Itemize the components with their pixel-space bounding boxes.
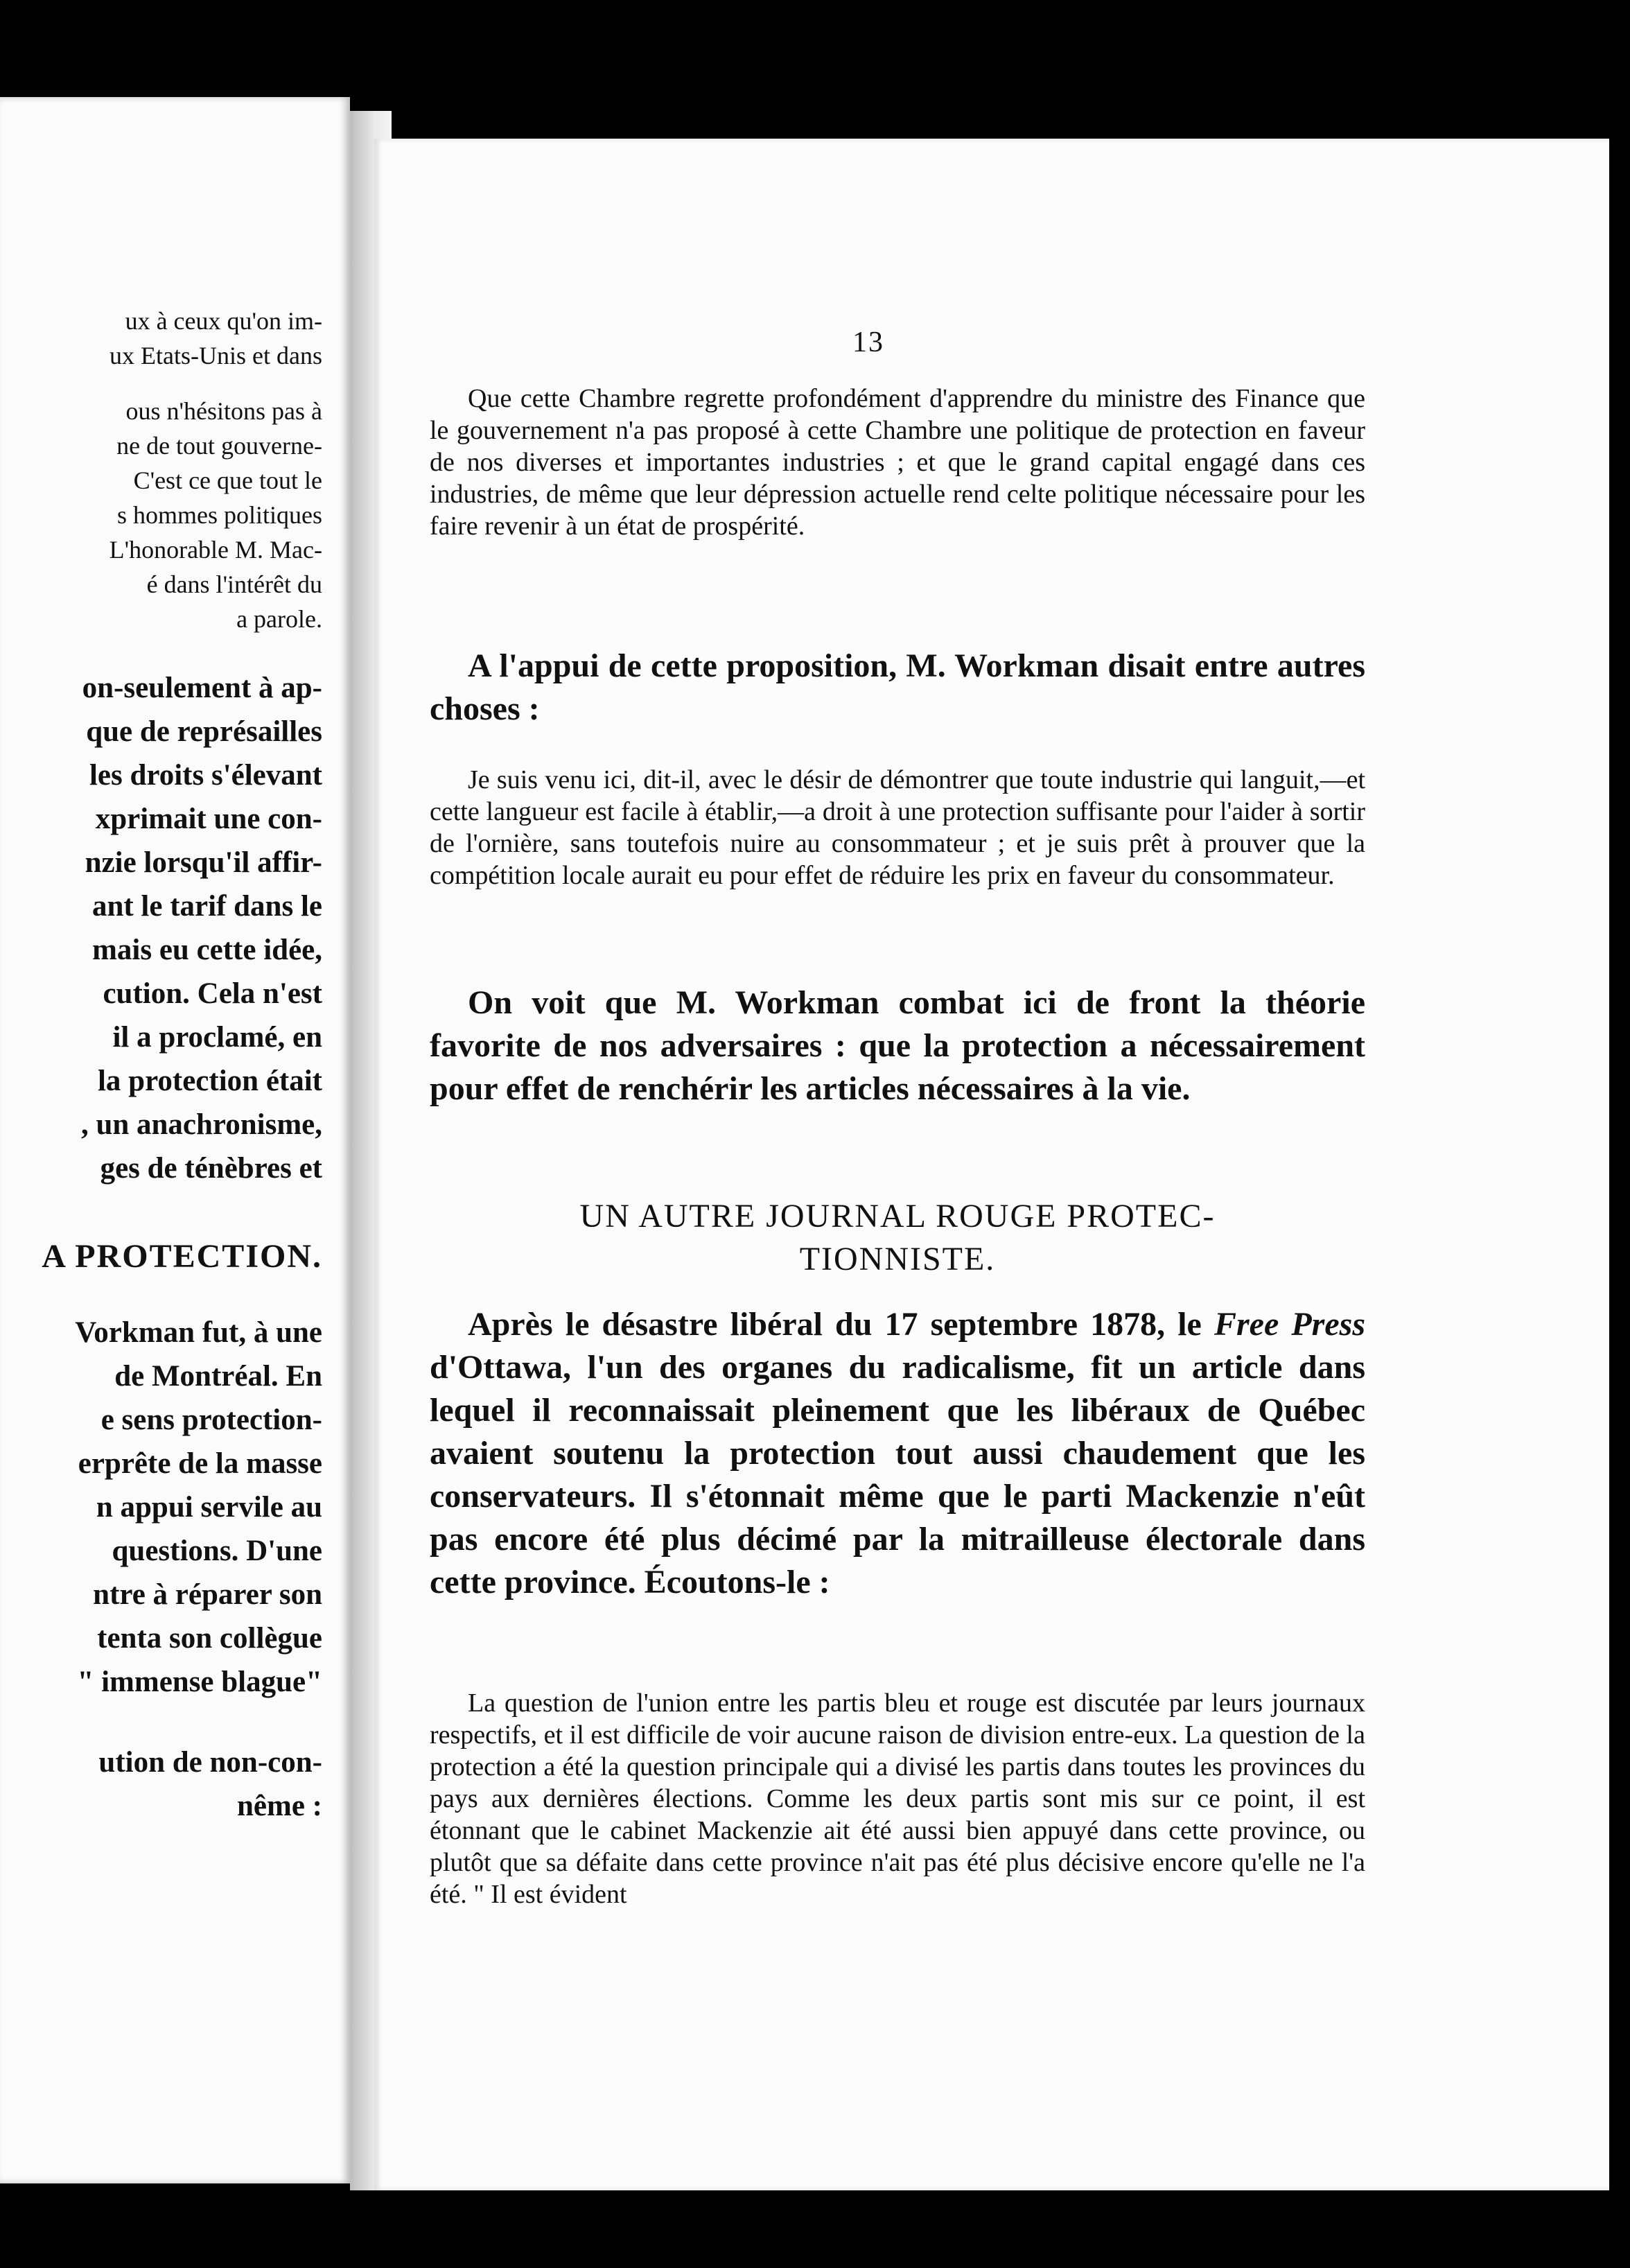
- previous-page-line: ne de tout gouverne-: [116, 432, 322, 460]
- quote-paragraph-2: Je suis venu ici, dit-il, avec le désir de démontrer que toute industrie qui languit,—et cette langueur est facile à établir,—a droit à une protection suffisante pour l'aider à sortir de l'ornière, sans toutefois nuire au consommateur ; et je suis prêt à prouver que la compétition locale aurait eu pour effet de réduire les prix en faveur du consommateur.: [430, 765, 1365, 890]
- previous-page-line: xprimait une con-: [95, 803, 322, 835]
- current-page: [374, 139, 1609, 2190]
- quoted-speech: [430, 764, 1365, 891]
- previous-page-line: de Montréal. En: [114, 1360, 322, 1393]
- page-number: 13: [852, 326, 884, 358]
- previous-page-line: " immense blague": [77, 1666, 322, 1698]
- quote-paragraph-1: Que cette Chambre regrette profondément d'apprendre du ministre des Finance que le gouvernement n'a pas proposé à cette Chambre une politique de protection en faveur de nos diverses et importantes industries ; et que le grand capital engagé dans ces industries, de même que leur dépression actuelle rend celte politique nécessaire pour les faire revenir à un état de prospérité.: [430, 384, 1365, 541]
- previous-page-line: questions. D'une: [112, 1535, 322, 1567]
- paragraph-3: [430, 1303, 1365, 1604]
- paragraph-1: [430, 645, 1365, 731]
- quoted-motion: [430, 383, 1365, 542]
- previous-page-line: ntre à réparer son: [93, 1578, 322, 1611]
- previous-page-line: les droits s'élevant: [89, 759, 322, 792]
- previous-page-line: ant le tarif dans le: [91, 890, 322, 923]
- previous-page-line: ution de non-con-: [98, 1746, 322, 1779]
- previous-page-line: L'honorable M. Mac-: [109, 536, 322, 564]
- section-heading-line-2: TIONNISTE.: [799, 1241, 996, 1277]
- previous-page-line: cution. Cela n'est: [103, 977, 322, 1010]
- previous-page-line: , un anachronisme,: [80, 1108, 322, 1141]
- previous-page-line: A PROTECTION.: [42, 1238, 322, 1275]
- previous-page-line: ux Etats-Unis et dans: [109, 342, 322, 369]
- paragraph-3-rest: d'Ottawa, l'un des organes du radicalisme, fit un article dans lequel il reconnaissait pleinement que les libéraux de Québec avaient soutenu la protection tout aussi chaudement que les conservateurs. Il s'étonnait même que le parti Mackenzie n'eût pas encore été plus décimé par la mitrailleuse électorale dans cette province. Écoutons-le :: [430, 1349, 1365, 1600]
- previous-page-line: C'est ce que tout le: [133, 466, 322, 494]
- body-paragraph-2: On voit que M. Workman combat ici de front la théorie favorite de nos adversaires : que la protection a nécessairement pour effet de renchérir les articles nécessaires à la vie.: [430, 984, 1365, 1107]
- previous-page-line: il a proclamé, en: [112, 1021, 322, 1054]
- section-heading-line-1: UN AUTRE JOURNAL ROUGE PROTEC-: [579, 1198, 1216, 1235]
- previous-page-line: n appui servile au: [96, 1491, 322, 1524]
- paragraph-3-start: Après le désastre libéral du 17 septembre 1878, le: [468, 1306, 1214, 1343]
- previous-page-line: ous n'hésitons pas à: [125, 397, 322, 425]
- previous-page: [0, 97, 350, 2183]
- paragraph-2: [430, 982, 1365, 1110]
- previous-page-line: é dans l'intérêt du: [146, 570, 322, 598]
- previous-page-line: Vorkman fut, à une: [75, 1316, 322, 1349]
- previous-page-line: s hommes politiques: [117, 501, 322, 529]
- section-heading: [430, 1195, 1365, 1281]
- previous-page-line: ux à ceux qu'on im-: [125, 307, 322, 335]
- previous-page-line: on-seulement à ap-: [82, 672, 322, 704]
- previous-page-line: mais eu cette idée,: [92, 934, 322, 966]
- previous-page-line: que de représailles: [86, 715, 322, 748]
- newspaper-title: Free Press: [1213, 1306, 1366, 1343]
- previous-page-line: ges de ténèbres et: [100, 1152, 322, 1185]
- body-paragraph-1: A l'appui de cette proposition, M. Workman disait entre autres choses :: [430, 647, 1365, 727]
- previous-page-line: a parole.: [236, 605, 322, 633]
- previous-page-line: nzie lorsqu'il affir-: [85, 846, 322, 879]
- previous-page-line: la protection était: [97, 1065, 322, 1097]
- previous-page-line: nême :: [237, 1790, 322, 1822]
- previous-page-line: tenta son collègue: [97, 1622, 322, 1655]
- previous-page-line: e sens protection-: [100, 1404, 322, 1436]
- quoted-article: [430, 1687, 1365, 1910]
- previous-page-line: erprête de la masse: [78, 1447, 322, 1480]
- body-paragraph-3: [430, 1303, 1365, 1604]
- quote-paragraph-3: La question de l'union entre les partis bleu et rouge est discutée par leurs journaux respectifs, et il est difficile de voir aucune raison de division entre-eux. La question de la protection a été la question principale qui a divisé les partis dans toutes les provinces du pays aux dernières élections. Comme les deux partis sont mis sur ce point, il est étonnant que le cabinet Mackenzie ait été aussi bien appuyé dans cette province, ou plutôt que sa défaite dans cette province n'ait pas été plus décisive encore qu'elle ne l'a été. " Il est évident: [430, 1689, 1365, 1909]
